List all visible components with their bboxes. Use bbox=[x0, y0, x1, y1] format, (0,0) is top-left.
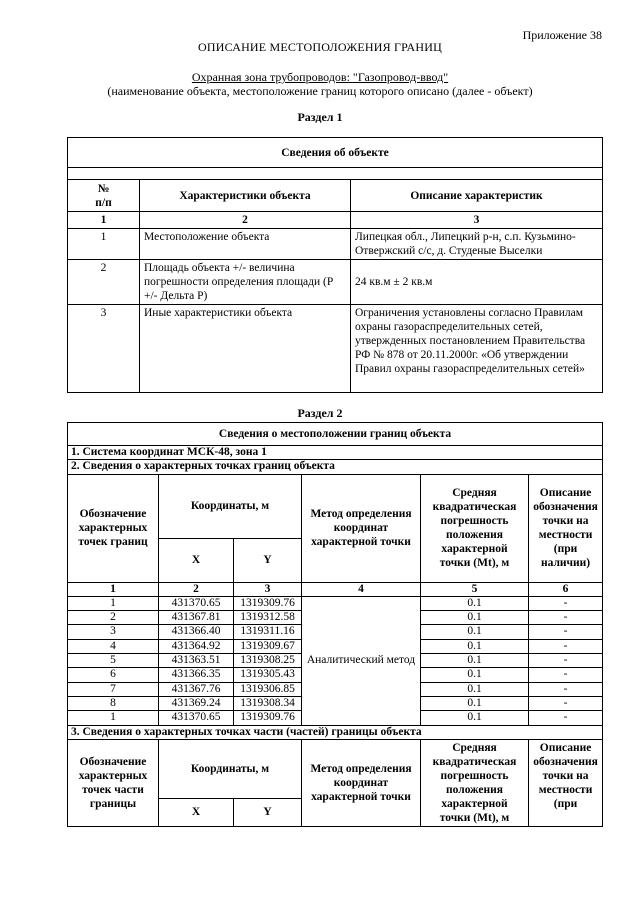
object-name-line bbox=[0, 70, 640, 85]
point-number: 1 bbox=[68, 711, 159, 725]
point-x: 431369.24 bbox=[159, 696, 234, 710]
boundary-title: Сведения о местоположении границ объекта bbox=[68, 423, 603, 446]
index-cell: 2 bbox=[140, 212, 351, 229]
section2-label: Раздел 2 bbox=[297, 406, 343, 420]
document-title: ОПИСАНИЕ МЕСТОПОЛОЖЕНИЯ ГРАНИЦ bbox=[198, 40, 442, 54]
point-y: 1319309.67 bbox=[234, 639, 302, 653]
point-number: 1 bbox=[68, 596, 159, 610]
row-number: 3 bbox=[68, 305, 140, 393]
part-col-designation: Обозначение характерных точек части границы bbox=[68, 739, 159, 826]
point-y: 1319308.25 bbox=[234, 654, 302, 668]
point-description: - bbox=[529, 668, 603, 682]
point-y: 1319311.16 bbox=[234, 625, 302, 639]
point-y: 1319306.85 bbox=[234, 682, 302, 696]
col-characteristics: Характеристики объекта bbox=[140, 180, 351, 212]
point-x: 431364.92 bbox=[159, 639, 234, 653]
index-cell: 3 bbox=[234, 582, 302, 596]
point-accuracy: 0.1 bbox=[421, 596, 529, 610]
point-accuracy: 0.1 bbox=[421, 668, 529, 682]
index-cell: 4 bbox=[302, 582, 421, 596]
row-characteristic: Местоположение объекта bbox=[140, 229, 351, 260]
point-x: 431363.51 bbox=[159, 654, 234, 668]
col-x: X bbox=[159, 538, 234, 582]
point-x: 431367.81 bbox=[159, 611, 234, 625]
point-x: 431366.40 bbox=[159, 625, 234, 639]
row-number: 1 bbox=[68, 229, 140, 260]
point-x: 431370.65 bbox=[159, 711, 234, 725]
col-y: Y bbox=[234, 538, 302, 582]
point-description: - bbox=[529, 596, 603, 610]
table-row bbox=[68, 229, 603, 260]
method-cell: Аналитический метод bbox=[302, 596, 421, 725]
index-cell: 2 bbox=[159, 582, 234, 596]
part-col-x: X bbox=[159, 798, 234, 826]
point-number: 2 bbox=[68, 611, 159, 625]
point-number: 8 bbox=[68, 696, 159, 710]
point-accuracy: 0.1 bbox=[421, 625, 529, 639]
col-description: Описание характеристик bbox=[351, 180, 603, 212]
point-y: 1319309.76 bbox=[234, 711, 302, 725]
row-characteristic: Иные характеристики объекта bbox=[140, 305, 351, 393]
appendix-label: Приложение 38 bbox=[522, 28, 602, 42]
coord-system: 1. Система координат МСК-48, зона 1 bbox=[68, 446, 603, 460]
index-cell: 1 bbox=[68, 582, 159, 596]
part-col-y: Y bbox=[234, 798, 302, 826]
index-cell: 1 bbox=[68, 212, 140, 229]
point-x: 431370.65 bbox=[159, 596, 234, 610]
table-row bbox=[68, 596, 603, 610]
point-number: 5 bbox=[68, 654, 159, 668]
object-prefix: Охранная зона трубопроводов: bbox=[191, 70, 353, 84]
col-number: № п/п bbox=[68, 180, 140, 212]
part-col-method: Метод определения координат характерной точки bbox=[302, 739, 421, 826]
point-y: 1319312.58 bbox=[234, 611, 302, 625]
point-number: 6 bbox=[68, 668, 159, 682]
index-cell: 3 bbox=[351, 212, 603, 229]
point-description: - bbox=[529, 711, 603, 725]
point-accuracy: 0.1 bbox=[421, 654, 529, 668]
part-col-point-description: Описание обозначения точки на местности (при bbox=[529, 739, 603, 826]
row-description: Липецкая обл., Липецкий р-н, с.п. Кузьмино-Отвержский с/с, д. Студеные Выселки bbox=[351, 229, 603, 260]
point-number: 4 bbox=[68, 639, 159, 653]
point-description: - bbox=[529, 611, 603, 625]
row-description: Ограничения установлены согласно Правилам охраны газораспределительных сетей, утвержденных постановлением Правительства РФ № 878 от 20.11.2000г. «Об утверждении Правил охраны газораспределительных сетей» bbox=[351, 305, 603, 393]
col-point-description: Описание обозначения точки на местности (при наличии) bbox=[529, 474, 603, 582]
row-number: 2 bbox=[68, 260, 140, 305]
table-row bbox=[68, 260, 603, 305]
point-y: 1319305.43 bbox=[234, 668, 302, 682]
col-accuracy: Средняя квадратическая погрешность положения характерной точки (Mt), м bbox=[421, 474, 529, 582]
object-note: (наименование объекта, местоположение границ которого описано (далее - объект) bbox=[107, 84, 533, 98]
object-name: "Газопровод-ввод" bbox=[352, 70, 449, 84]
table-row bbox=[68, 305, 603, 393]
col-designation: Обозначение характерных точек границ bbox=[68, 474, 159, 582]
point-description: - bbox=[529, 639, 603, 653]
points-title: 2. Сведения о характерных точках границ объекта bbox=[68, 460, 603, 474]
object-info-table bbox=[67, 137, 603, 393]
point-number: 7 bbox=[68, 682, 159, 696]
point-accuracy: 0.1 bbox=[421, 711, 529, 725]
part-col-accuracy: Средняя квадратическая погрешность положения характерной точки (Mt), м bbox=[421, 739, 529, 826]
point-x: 431367.76 bbox=[159, 682, 234, 696]
part-col-coordinates: Координаты, м bbox=[159, 739, 302, 798]
point-description: - bbox=[529, 625, 603, 639]
spacer-row bbox=[68, 168, 603, 180]
col-method: Метод определения координат характерной точки bbox=[302, 474, 421, 582]
point-accuracy: 0.1 bbox=[421, 696, 529, 710]
row-characteristic: Площадь объекта +/- величина погрешности определения площади (Р +/- Дельта Р) bbox=[140, 260, 351, 305]
row-description: 24 кв.м ± 2 кв.м bbox=[351, 260, 603, 305]
point-accuracy: 0.1 bbox=[421, 682, 529, 696]
boundary-table bbox=[67, 422, 603, 827]
point-description: - bbox=[529, 696, 603, 710]
index-cell: 6 bbox=[529, 582, 603, 596]
point-accuracy: 0.1 bbox=[421, 639, 529, 653]
point-y: 1319308.34 bbox=[234, 696, 302, 710]
point-description: - bbox=[529, 654, 603, 668]
col-coordinates: Координаты, м bbox=[159, 474, 302, 538]
point-description: - bbox=[529, 682, 603, 696]
point-accuracy: 0.1 bbox=[421, 611, 529, 625]
section1-label: Раздел 1 bbox=[297, 110, 343, 124]
point-number: 3 bbox=[68, 625, 159, 639]
point-y: 1319309.76 bbox=[234, 596, 302, 610]
part-points-title: 3. Сведения о характерных точках части (частей) границы объекта bbox=[68, 725, 603, 739]
index-cell: 5 bbox=[421, 582, 529, 596]
point-x: 431366.35 bbox=[159, 668, 234, 682]
object-info-title: Сведения об объекте bbox=[68, 138, 603, 168]
